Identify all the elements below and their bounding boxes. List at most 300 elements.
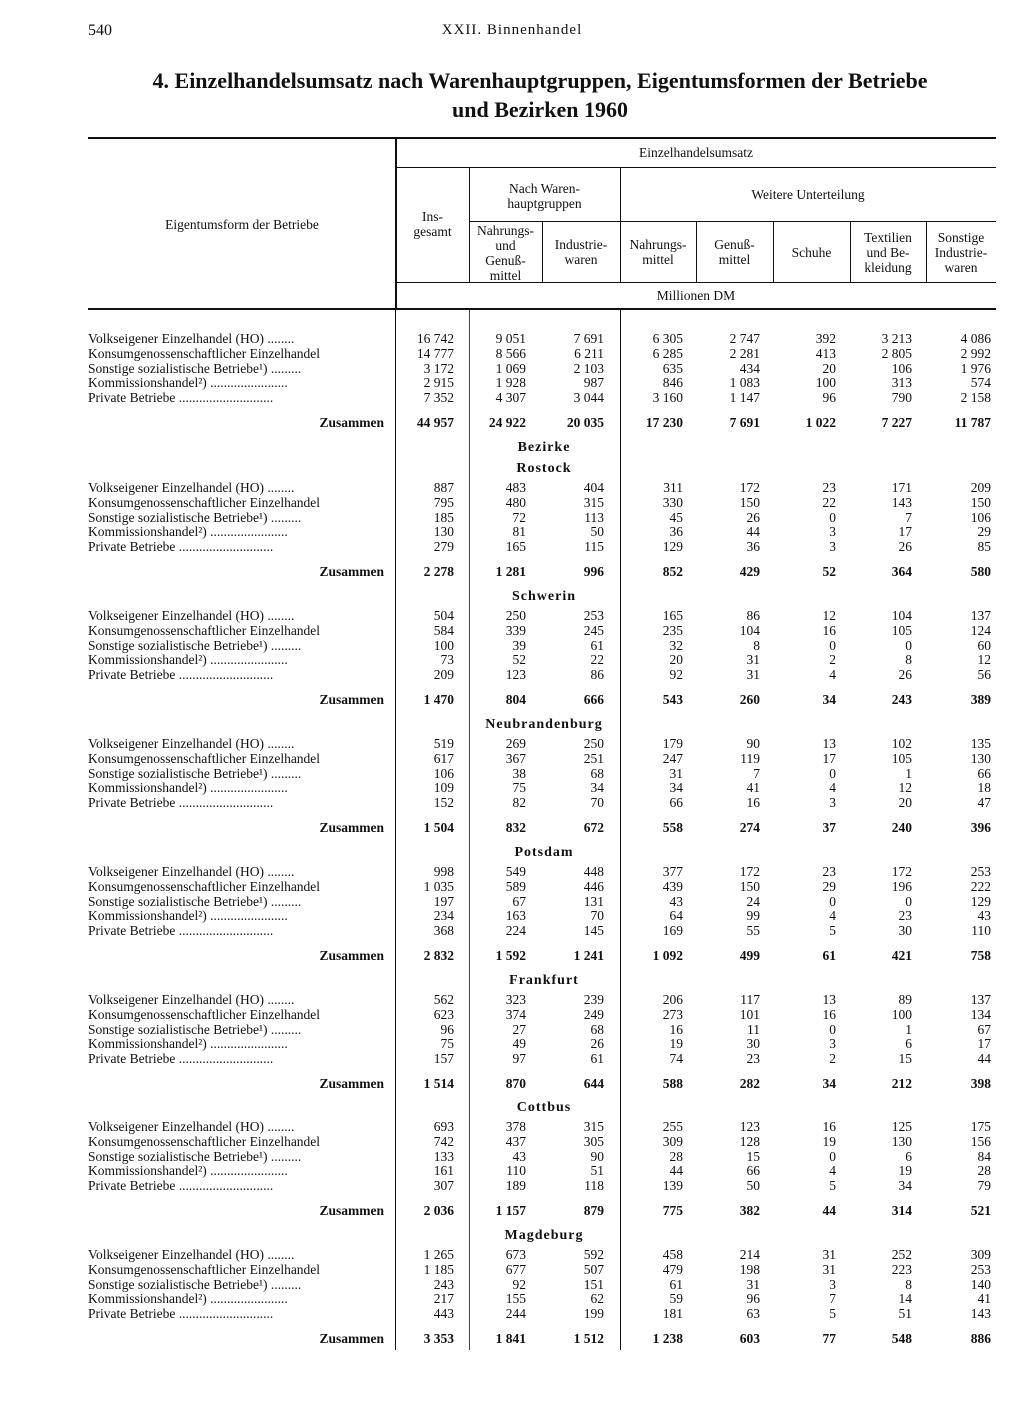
cell-value: 119: [740, 750, 760, 766]
row-label: Kommissionshandel²) .......................: [88, 1163, 288, 1179]
cell-value: 305: [583, 1133, 604, 1149]
cell-value: 998: [433, 864, 454, 879]
cell-value: 8: [753, 637, 760, 653]
cell-value: 16: [822, 622, 836, 638]
cell-value: 104: [739, 622, 760, 638]
cell-value: 18: [977, 780, 991, 796]
col-sonstige-header: Sonstige Industrie- waren: [934, 230, 988, 275]
total-value: 2 832: [423, 948, 454, 964]
cell-value: 22: [590, 652, 604, 668]
cell-value: 97: [512, 1051, 526, 1067]
total-value: 37: [822, 820, 836, 836]
cell-value: 458: [662, 1247, 683, 1262]
cell-value: 235: [662, 622, 683, 638]
cell-value: 27: [512, 1021, 526, 1037]
total-value: 7 227: [881, 415, 912, 431]
table-row: [88, 1051, 996, 1066]
cell-value: 1: [905, 765, 912, 781]
cell-value: 11: [747, 1021, 760, 1037]
cell-value: 0: [829, 765, 836, 781]
cell-value: 7: [753, 765, 760, 781]
cell-value: 6: [905, 1036, 912, 1052]
total-value: 870: [505, 1076, 526, 1092]
table-row: [88, 992, 996, 1007]
table-row: [88, 480, 996, 495]
cell-value: 795: [433, 494, 454, 510]
cell-value: 20: [669, 652, 683, 668]
cell-value: 17: [822, 750, 836, 766]
nach-waren-header: Nach Waren- hauptgruppen: [507, 181, 582, 211]
cell-value: 20: [898, 795, 912, 811]
cell-value: 199: [583, 1306, 604, 1322]
table-row: [88, 1036, 996, 1051]
total-label: Zusammen: [319, 415, 384, 431]
table-row: [88, 623, 996, 638]
cell-value: 434: [739, 360, 760, 376]
cell-value: 139: [662, 1178, 683, 1194]
cell-value: 106: [433, 765, 454, 781]
cell-value: 36: [669, 524, 683, 540]
cell-value: 150: [739, 494, 760, 510]
cell-value: 592: [583, 1247, 604, 1262]
cell-value: 181: [662, 1306, 683, 1322]
cell-value: 128: [739, 1133, 760, 1149]
cell-value: 1 265: [423, 1247, 454, 1262]
cell-value: 73: [440, 652, 454, 668]
cell-value: 374: [505, 1006, 526, 1022]
row-label: Volkseigener Einzelhandel (HO) ........: [88, 864, 295, 879]
cell-value: 16: [669, 1021, 683, 1037]
total-value: 61: [822, 948, 836, 964]
insgesamt-header: Ins- gesamt: [413, 209, 452, 239]
total-value: 429: [739, 564, 760, 580]
cell-value: 14: [898, 1291, 912, 1307]
cell-value: 15: [746, 1148, 760, 1164]
cell-value: 66: [669, 795, 683, 811]
total-value: 396: [970, 820, 991, 836]
table-row: [88, 736, 996, 751]
cell-value: 135: [970, 736, 991, 751]
cell-value: 26: [898, 539, 912, 555]
cell-value: 82: [512, 795, 526, 811]
cell-value: 36: [746, 539, 760, 555]
total-value: 3 353: [423, 1331, 454, 1347]
table-row: [88, 1277, 996, 1292]
cell-value: 169: [662, 923, 683, 939]
total-value: 558: [662, 820, 683, 836]
total-value: 886: [970, 1331, 991, 1347]
total-value: 364: [891, 564, 912, 580]
cell-value: 4 086: [960, 331, 991, 346]
cell-value: 234: [433, 908, 454, 924]
cell-value: 109: [433, 780, 454, 796]
row-label: Kommissionshandel²) .......................: [88, 1291, 288, 1307]
cell-value: 367: [505, 750, 526, 766]
row-label: Volkseigener Einzelhandel (HO) ........: [88, 1119, 295, 1134]
cell-value: 64: [669, 908, 683, 924]
cell-value: 307: [433, 1178, 454, 1194]
cell-value: 38: [512, 765, 526, 781]
cell-value: 378: [505, 1119, 526, 1134]
cell-value: 635: [662, 360, 683, 376]
cell-value: 437: [505, 1133, 526, 1149]
table-row: [88, 346, 996, 361]
cell-value: 0: [829, 893, 836, 909]
bezirke-label: Bezirke: [517, 440, 571, 455]
total-value: 1 514: [423, 1076, 454, 1092]
cell-value: 23: [898, 908, 912, 924]
row-label: Volkseigener Einzelhandel (HO) ........: [88, 1247, 295, 1262]
cell-value: 2 805: [881, 345, 912, 361]
total-value: 52: [822, 564, 836, 580]
table-row: [88, 667, 996, 682]
cell-value: 12: [822, 608, 836, 623]
cell-value: 448: [583, 864, 604, 879]
cell-value: 129: [662, 539, 683, 555]
cell-value: 217: [433, 1291, 454, 1307]
running-head: XXII. Binnenhandel: [441, 22, 583, 38]
cell-value: 90: [746, 736, 760, 751]
cell-value: 115: [584, 539, 604, 555]
section-heading-7: Magdeburg: [504, 1228, 584, 1243]
cell-value: 22: [822, 494, 836, 510]
row-label: Private Betriebe ............................: [88, 539, 274, 555]
cell-value: 0: [905, 637, 912, 653]
row-label: Volkseigener Einzelhandel (HO) ........: [88, 992, 295, 1007]
cell-value: 2 915: [423, 375, 454, 391]
cell-value: 74: [669, 1051, 683, 1067]
total-value: 1 512: [573, 1331, 604, 1347]
total-value: 832: [505, 820, 526, 836]
cell-value: 51: [898, 1306, 912, 1322]
cell-value: 6: [905, 1148, 912, 1164]
total-value: 666: [583, 692, 604, 708]
total-value: 24 922: [488, 415, 526, 431]
total-value: 758: [970, 948, 991, 964]
col-industrie-header: Industrie- waren: [554, 237, 608, 267]
row-label: Private Betriebe ............................: [88, 1051, 274, 1067]
total-value: 34: [822, 1076, 836, 1092]
cell-value: 584: [433, 622, 454, 638]
cell-value: 0: [829, 1148, 836, 1164]
table-row: [88, 923, 996, 938]
cell-value: 44: [977, 1051, 991, 1067]
cell-value: 19: [898, 1163, 912, 1179]
cell-value: 6 285: [652, 345, 683, 361]
section-heading-1: Rostock: [516, 461, 572, 476]
cell-value: 4: [829, 780, 836, 796]
total-row: [88, 564, 996, 579]
cell-value: 140: [970, 1276, 991, 1292]
total-row: [88, 1203, 996, 1218]
cell-value: 9 051: [495, 331, 526, 346]
cell-value: 16: [822, 1006, 836, 1022]
cell-value: 19: [669, 1036, 683, 1052]
cell-value: 245: [583, 622, 604, 638]
cell-value: 987: [583, 375, 604, 391]
total-value: 580: [970, 564, 991, 580]
cell-value: 4: [829, 1163, 836, 1179]
cell-value: 66: [746, 1163, 760, 1179]
row-label: Private Betriebe ............................: [88, 923, 274, 939]
cell-value: 84: [977, 1148, 991, 1164]
col-textilien-header: Textilien und Be- kleidung: [864, 230, 912, 275]
total-value: 775: [662, 1203, 683, 1219]
total-row: [88, 692, 996, 707]
table-row: [88, 524, 996, 539]
table-row: [88, 780, 996, 795]
cell-value: 150: [739, 878, 760, 894]
row-label: Sonstige sozialistische Betriebe¹) .........: [88, 765, 302, 781]
cell-value: 1 976: [960, 360, 991, 376]
cell-value: 309: [662, 1133, 683, 1149]
total-label: Zusammen: [319, 1331, 384, 1347]
cell-value: 23: [822, 480, 836, 495]
cell-value: 255: [662, 1119, 683, 1134]
row-label: Konsumgenossenschaftlicher Einzelhandel: [88, 345, 321, 361]
cell-value: 110: [506, 1163, 526, 1179]
cell-value: 2: [829, 1051, 836, 1067]
cell-value: 106: [891, 360, 912, 376]
cell-value: 269: [505, 736, 526, 751]
row-label: Volkseigener Einzelhandel (HO) ........: [88, 480, 295, 495]
cell-value: 165: [505, 539, 526, 555]
cell-value: 110: [971, 923, 991, 939]
cell-value: 2: [829, 652, 836, 668]
table-row: [88, 638, 996, 653]
cell-value: 5: [829, 923, 836, 939]
cell-value: 96: [746, 1291, 760, 1307]
cell-value: 504: [433, 608, 454, 623]
cell-value: 104: [891, 608, 912, 623]
cell-value: 0: [829, 637, 836, 653]
cell-value: 243: [433, 1276, 454, 1292]
total-value: 543: [662, 692, 683, 708]
cell-value: 251: [583, 750, 604, 766]
cell-value: 2 747: [729, 331, 760, 346]
cell-value: 172: [891, 864, 912, 879]
cell-value: 124: [970, 622, 991, 638]
section-heading-2: Schwerin: [512, 589, 576, 604]
cell-value: 549: [505, 864, 526, 879]
cell-value: 28: [669, 1148, 683, 1164]
cell-value: 239: [583, 992, 604, 1007]
cell-value: 197: [433, 893, 454, 909]
total-value: 644: [583, 1076, 604, 1092]
row-label: Sonstige sozialistische Betriebe¹) .........: [88, 637, 302, 653]
section-heading-5: Frankfurt: [509, 973, 579, 988]
row-label: Kommissionshandel²) .......................: [88, 1036, 288, 1052]
cell-value: 4 307: [495, 390, 526, 406]
row-label: Konsumgenossenschaftlicher Einzelhandel: [88, 494, 321, 510]
cell-value: 43: [512, 1148, 526, 1164]
cell-value: 443: [433, 1306, 454, 1322]
cell-value: 50: [590, 524, 604, 540]
cell-value: 61: [590, 1051, 604, 1067]
row-label: Konsumgenossenschaftlicher Einzelhandel: [88, 878, 321, 894]
cell-value: 31: [746, 652, 760, 668]
cell-value: 34: [590, 780, 604, 796]
cell-value: 3: [829, 795, 836, 811]
cell-value: 6 305: [652, 331, 683, 346]
table-row: [88, 539, 996, 554]
row-label: Volkseigener Einzelhandel (HO) ........: [88, 331, 295, 346]
cell-value: 3: [829, 539, 836, 555]
cell-value: 143: [891, 494, 912, 510]
cell-value: 223: [891, 1261, 912, 1277]
row-label: Konsumgenossenschaftlicher Einzelhandel: [88, 1006, 321, 1022]
cell-value: 4: [829, 667, 836, 683]
total-value: 421: [891, 948, 912, 964]
table-row: [88, 331, 996, 346]
cell-value: 206: [662, 992, 683, 1007]
row-label: Kommissionshandel²) .......................: [88, 652, 288, 668]
cell-value: 29: [822, 878, 836, 894]
total-value: 274: [739, 820, 760, 836]
cell-value: 68: [590, 1021, 604, 1037]
cell-value: 693: [433, 1119, 454, 1134]
cell-value: 279: [433, 539, 454, 555]
total-value: 1 022: [805, 415, 836, 431]
cell-value: 253: [970, 864, 991, 879]
cell-value: 12: [977, 652, 991, 668]
row-label: Volkseigener Einzelhandel (HO) ........: [88, 736, 295, 751]
cell-value: 185: [433, 509, 454, 525]
total-value: 1 092: [652, 948, 683, 964]
cell-value: 41: [977, 1291, 991, 1307]
cell-value: 24: [746, 893, 760, 909]
table-row: [88, 879, 996, 894]
cell-value: 14 777: [416, 345, 454, 361]
cell-value: 32: [669, 637, 683, 653]
cell-value: 6 211: [574, 345, 604, 361]
cell-value: 339: [505, 622, 526, 638]
total-value: 44 957: [416, 415, 454, 431]
cell-value: 123: [505, 667, 526, 683]
row-label: Sonstige sozialistische Betriebe¹) .........: [88, 893, 302, 909]
cell-value: 30: [898, 923, 912, 939]
cell-value: 16: [746, 795, 760, 811]
total-value: 1 241: [573, 948, 604, 964]
cell-value: 86: [590, 667, 604, 683]
cell-value: 2 992: [960, 345, 991, 361]
cell-value: 79: [977, 1178, 991, 1194]
total-row: [88, 820, 996, 835]
total-value: 2 278: [423, 564, 454, 580]
cell-value: 137: [970, 992, 991, 1007]
total-value: 521: [970, 1203, 991, 1219]
cell-value: 105: [891, 622, 912, 638]
total-label: Zusammen: [319, 948, 384, 964]
cell-value: 8 566: [495, 345, 526, 361]
cell-value: 250: [583, 736, 604, 751]
cell-value: 15: [898, 1051, 912, 1067]
cell-value: 17: [977, 1036, 991, 1052]
cell-value: 100: [815, 375, 836, 391]
cell-value: 63: [746, 1306, 760, 1322]
cell-value: 1 083: [729, 375, 760, 391]
total-value: 1 281: [495, 564, 526, 580]
row-label: Kommissionshandel²) .......................: [88, 524, 288, 540]
cell-value: 1: [905, 1021, 912, 1037]
total-label: Zusammen: [319, 1076, 384, 1092]
cell-value: 92: [669, 667, 683, 683]
cell-value: 3: [829, 1276, 836, 1292]
cell-value: 129: [970, 893, 991, 909]
table-row: [88, 1247, 996, 1262]
cell-value: 2 281: [729, 345, 760, 361]
table-row: [88, 1163, 996, 1178]
total-value: 20 035: [566, 415, 604, 431]
cell-value: 130: [433, 524, 454, 540]
total-row: [88, 948, 996, 963]
cell-value: 1 147: [729, 390, 760, 406]
cell-value: 113: [584, 509, 604, 525]
cell-value: 99: [746, 908, 760, 924]
cell-value: 151: [583, 1276, 604, 1292]
cell-value: 117: [740, 992, 760, 1007]
cell-value: 26: [746, 509, 760, 525]
cell-value: 247: [662, 750, 683, 766]
cell-value: 13: [822, 736, 836, 751]
cell-value: 143: [970, 1306, 991, 1322]
page-number: 540: [88, 22, 112, 39]
cell-value: 50: [746, 1178, 760, 1194]
cell-value: 222: [970, 878, 991, 894]
cell-value: 3 213: [881, 331, 912, 346]
cell-value: 617: [433, 750, 454, 766]
cell-value: 13: [822, 992, 836, 1007]
total-value: 1 157: [495, 1203, 526, 1219]
cell-value: 209: [970, 480, 991, 495]
row-label: Konsumgenossenschaftlicher Einzelhandel: [88, 1261, 321, 1277]
cell-value: 2 103: [573, 360, 604, 376]
total-value: 1 504: [423, 820, 454, 836]
cell-value: 224: [505, 923, 526, 939]
cell-value: 89: [898, 992, 912, 1007]
row-label: Private Betriebe ............................: [88, 390, 274, 406]
cell-value: 60: [977, 637, 991, 653]
col-nahrungsmittel-header: Nahrungs- mittel: [629, 237, 687, 267]
table-row: [88, 751, 996, 766]
table-row: [88, 375, 996, 390]
cell-value: 92: [512, 1276, 526, 1292]
cell-value: 75: [512, 780, 526, 796]
total-label: Zusammen: [319, 564, 384, 580]
cell-value: 887: [433, 480, 454, 495]
cell-value: 189: [505, 1178, 526, 1194]
cell-value: 105: [891, 750, 912, 766]
total-value: 852: [662, 564, 683, 580]
cell-value: 742: [433, 1133, 454, 1149]
cell-value: 150: [970, 494, 991, 510]
total-value: 672: [583, 820, 604, 836]
cell-value: 39: [512, 637, 526, 653]
cell-value: 106: [970, 509, 991, 525]
cell-value: 67: [977, 1021, 991, 1037]
cell-value: 72: [512, 509, 526, 525]
stub-header: Eigentumsform der Betriebe: [165, 217, 319, 232]
cell-value: 86: [746, 608, 760, 623]
cell-value: 59: [669, 1291, 683, 1307]
cell-value: 90: [590, 1148, 604, 1164]
col-genussmittel-header: Genuß- mittel: [714, 237, 755, 267]
cell-value: 157: [433, 1051, 454, 1067]
cell-value: 562: [433, 992, 454, 1007]
cell-value: 44: [669, 1163, 683, 1179]
cell-value: 673: [505, 1247, 526, 1262]
cell-value: 81: [512, 524, 526, 540]
